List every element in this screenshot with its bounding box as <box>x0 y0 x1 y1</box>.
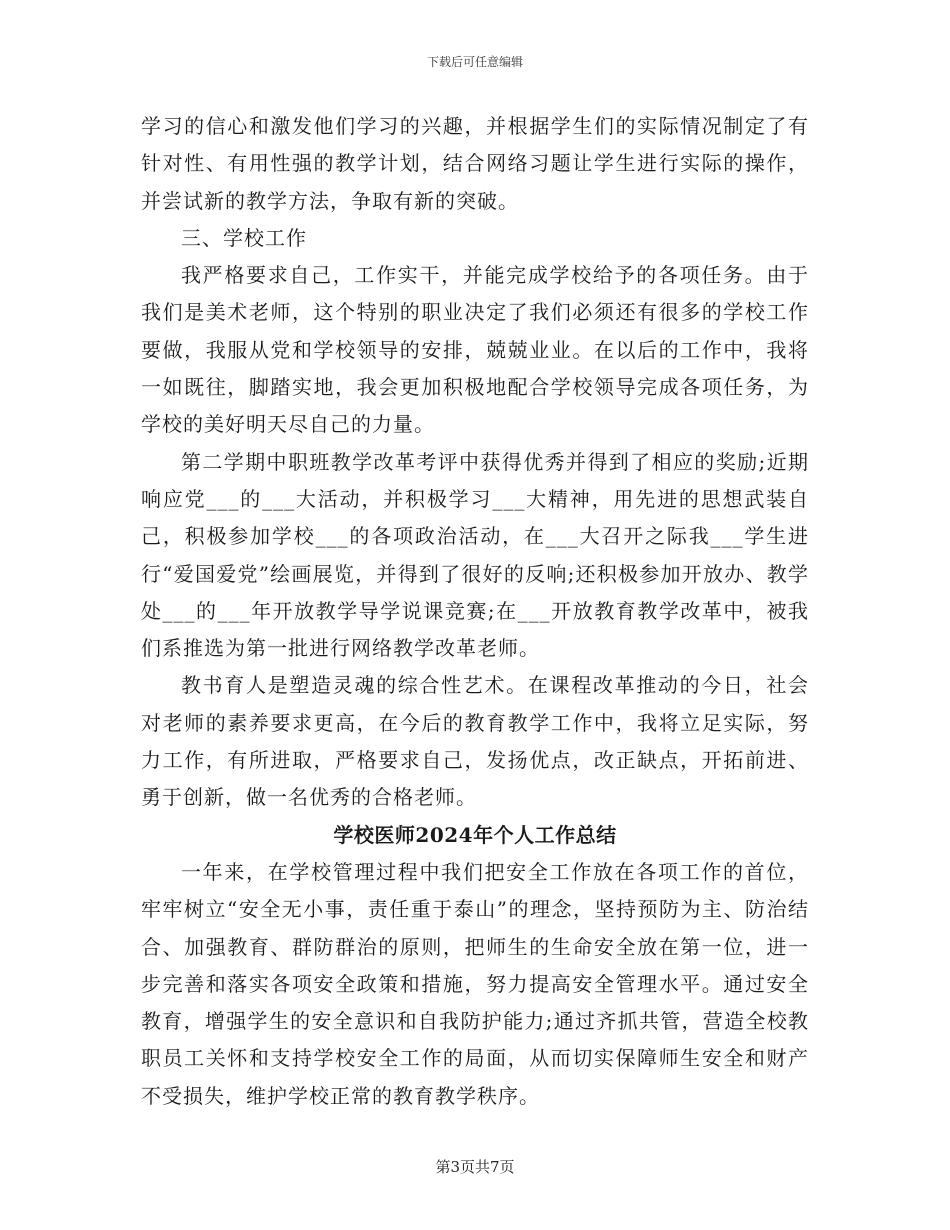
page-header-note: 下载后可任意编辑 <box>426 55 523 69</box>
paragraph-conclusion: 教书育人是塑造灵魂的综合性艺术。在课程改革推动的今日，社会对老师的素养要求更高，在今后的教育教学工作中，我将立足实际，努力工作，有所进取，严格要求自己，发扬优点，改正缺点，开拓前进、勇于创新，做一名优秀的合格老师。 <box>141 673 809 810</box>
paragraph-safety-summary: 一年来，在学校管理过程中我们把安全工作放在各项工作的首位，牢牢树立“安全无小事，责任重于泰山”的理念，坚持预防为主、防治结合、加强教育、群防群治的原则，把师生的生命安全放在第一位，进一步完善和落实各项安全政策和措施，努力提高安全管理水平。通过安全教育，增强学生的安全意识和自我防护能力;通过齐抓共管，营造全校教职员工关怀和支持学校安全工作的局面，从而切实保障师生安全和财产不受损失，维护学校正常的教育教学秩序。 <box>141 859 809 1108</box>
paragraph-school-work: 我严格要求自己，工作实干，并能完成学校给予的各项任务。由于我们是美术老师，这个特别的职业决定了我们必须还有很多的学校工作要做，我服从党和学校领导的安排，兢兢业业。在以后的工作中，我将一如既往，脚踏实地，我会更加积极地配合学校领导完成各项任务，为学校的美好明天尽自己的力量。 <box>141 263 809 437</box>
document-body <box>141 108 809 1115</box>
page-number-footer: 第3页共7页 <box>435 1158 515 1176</box>
paragraph-teaching-continued: 学习的信心和激发他们学习的兴趣，并根据学生们的实际情况制定了有针对性、有用性强的教学计划，结合网络习题让学生进行实际的操作，并尝试新的教学方法，争取有新的突破。 <box>141 114 809 213</box>
section-heading-school-work: 三、学校工作 <box>181 225 307 250</box>
article-title: 学校医师2024年个人工作总结 <box>333 822 617 847</box>
paragraph-achievements: 第二学期中职班教学改革考评中获得优秀并得到了相应的奖励;近期响应党___的___大活动，并积极学习___大精神，用先进的思想武装自己，积极参加学校___的各项政治活动，在___大召开之际我___学生进行“爱国爱党”绘画展览，并得到了很好的反响;还积极参加开放办、教学处___的___年开放教学导学说课竞赛;在___开放教育教学改革中，被我们系推选为第一批进行网络教学改革老师。 <box>141 449 809 661</box>
